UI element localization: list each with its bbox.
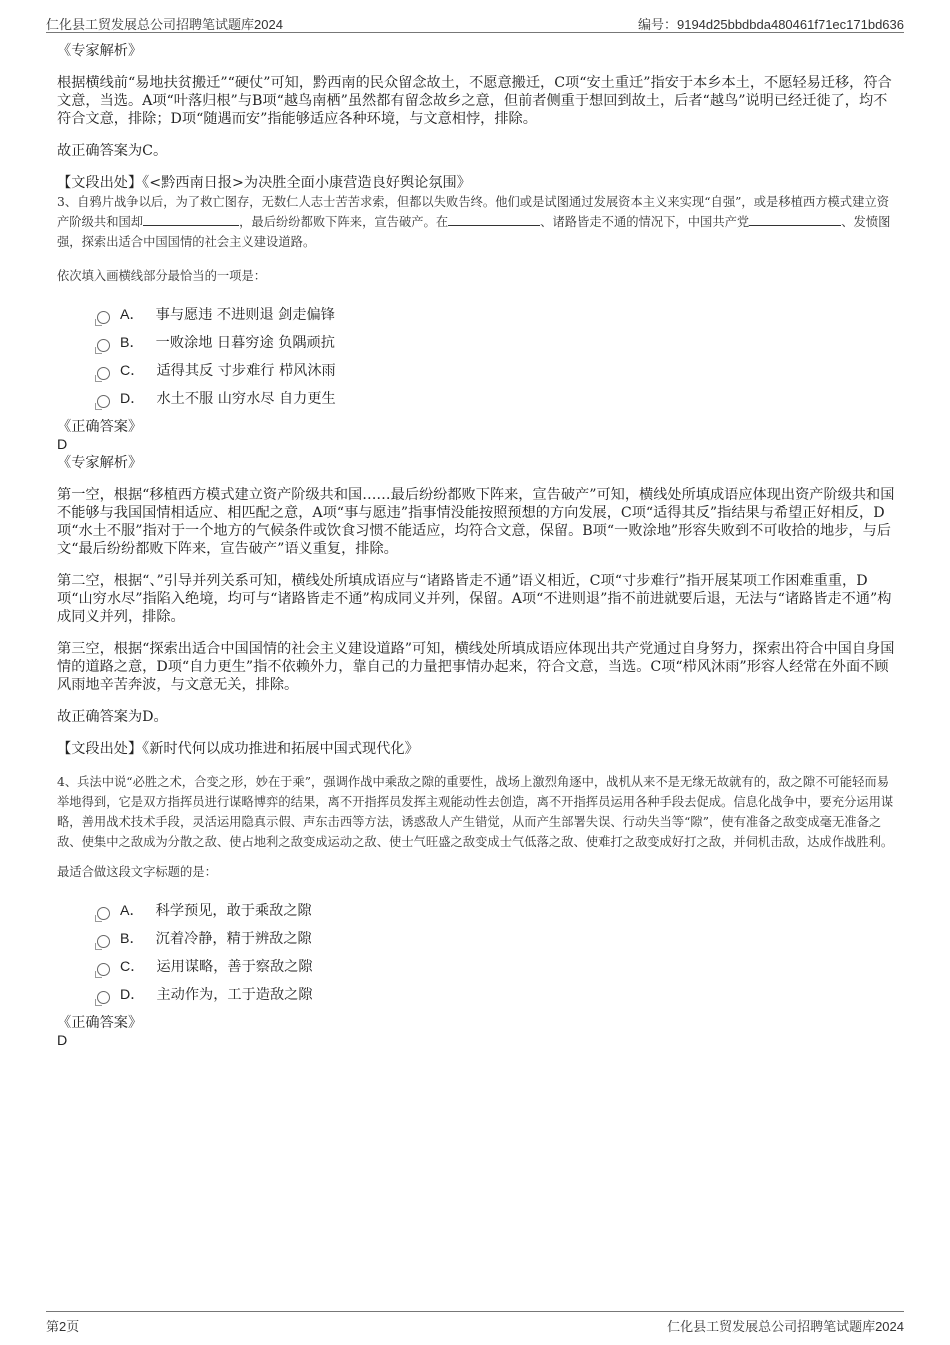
q3-option-c[interactable]: C． 适得其反 寸步难行 栉风沐雨: [97, 356, 895, 384]
q4-option-d[interactable]: D． 主动作为，工于造敌之隙: [97, 980, 895, 1008]
header-code: 编号：9194d25bbdbda480461f71ec171bd636: [637, 17, 904, 32]
q4-question-text: 4、兵法中说“必胜之术，合变之形，妙在于乘”，强调作战中乘敌之隙的重要性，战场上激烈角逐中，战机从来不是无缘无故就有的，敌之隙不可能轻而易举地得到，它是双方指挥员进行谋略博弈的结果，离不开指挥员发挥主观能动性去创造，离不开指挥员运用各种手段去促成。信息化战争中，要充分运用谋略，善用战术技术手段，灵活运用隐真示假、声东击西等方法，诱惑敌人产生错觉，从而产生部署失误、行动失当等“隙”，使有准备之敌变成毫无准备之敌、使集中之敌成为分散之敌、使占地利之敌变成运动之敌、使士气旺盛之敌变成士气低落之敌、使难打之敌变成好打之敌，并伺机击敌，达成作战胜利。: [57, 775, 894, 849]
q3-source: 【文段出处】《新时代何以成功推进和拓展中国式现代化》: [57, 741, 419, 757]
q3-analysis-2: 第二空，根据“、”引导并列关系可知，横线处所填成语应与“诸路皆走不通”语义相近，C项“寸步难行”指开展某项工作困难重重，D项“山穷水尽”指陷入绝境，均可与“诸路皆走不通”构成同义并列，保留。A项“不进则退”指不前进就要后退，无法与“诸路皆走不通”构成同义并列，排除。: [57, 573, 892, 625]
page-header: [46, 10, 904, 33]
q3-analysis-3: 第三空，根据“探索出适合中国国情的社会主义建设道路”可知，横线处所填成语应体现出共产党通过自身努力，探索出符合中国自身国情的道路之意，D项“自力更生”指不依赖外力，靠自己的力量把事情办起来，符合文意，当选。C项“栉风沐雨”形容人经常在外面不顾风雨地辛苦奔波，与文意无关，排除。: [57, 641, 895, 693]
radio-icon[interactable]: [97, 367, 110, 380]
q4-prompt: 最适合做这段文字标题的是：: [57, 865, 217, 879]
q2-analysis-label: 《专家解析》: [57, 43, 143, 59]
q3-conclusion: 故正确答案为D。: [57, 709, 168, 725]
radio-icon[interactable]: [97, 339, 110, 352]
header-title: 仁化县工贸发展总公司招聘笔试题库2024: [46, 17, 283, 32]
q4-option-c[interactable]: C． 运用谋略，善于察敌之隙: [97, 952, 895, 980]
q4-answer: D: [57, 1033, 68, 1049]
q4-option-b[interactable]: B． 沉着冷静，精于辨敌之隙: [97, 924, 895, 952]
radio-icon[interactable]: [97, 935, 110, 948]
radio-icon[interactable]: [97, 963, 110, 976]
q4-options: [97, 896, 895, 1008]
radio-icon[interactable]: [97, 907, 110, 920]
radio-icon[interactable]: [97, 395, 110, 408]
blank-2: [448, 213, 540, 226]
footer-title: 仁化县工贸发展总公司招聘笔试题库2024: [667, 1319, 904, 1334]
q2-analysis: 根据横线前“易地扶贫搬迁”“硬仗”可知，黔西南的民众留念故土，不愿意搬迁，C项“安土重迁”指安于本乡本土，不愿轻易迁移，符合文意，当选。A项“叶落归根”与B项“越鸟南栖”虽然都有留念故乡之意，但前者侧重于想回到故土，后者“越鸟”说明已经迁徙了，均不符合文意，排除；D项“随遇而安”指能够适应各种环境，与文意相悖，排除。: [57, 75, 892, 127]
q3-question-text: 3、自鸦片战争以后，为了救亡图存，无数仁人志士苦苦求索，但都以失败告终。他们或是试图通过发展资本主义来实现“自强”，或是移植西方模式建立资产阶级共和国却 ，最后纷纷都败下阵来，宣告破产。在 、诸路皆走不通的情况下，中国共产党 、发愤图强，探索出适合中国国情的社会主义建设道路。: [57, 195, 891, 249]
q2-conclusion: 故正确答案为C。: [57, 143, 168, 159]
radio-icon[interactable]: [97, 311, 110, 324]
page-footer: [46, 1311, 904, 1332]
q3-answer-label: 《正确答案》: [57, 419, 143, 435]
q3-prompt: 依次填入画横线部分最恰当的一项是：: [57, 269, 267, 283]
q3-analysis-label: 《专家解析》: [57, 455, 143, 471]
q4-answer-label: 《正确答案》: [57, 1015, 143, 1031]
blank-3: [749, 213, 841, 226]
radio-icon[interactable]: [97, 991, 110, 1004]
q3-answer: D: [57, 437, 68, 453]
q3-analysis-1: 第一空，根据“移植西方模式建立资产阶级共和国……最后纷纷都败下阵来，宣告破产”可知，横线处所填成语应体现出资产阶级共和国不能够与我国国情相适应、相匹配之意，A项“事与愿违”指事情没能按照预想的方向发展，C项“适得其反”指结果与希望正好相反，D项“水土不服”指对于一个地方的气候条件或饮食习惯不能适应，均符合文意，保留。B项“一败涂地”形容失败到不可收拾的地步，与后文“最后纷纷都败下阵来，宣告破产”语义重复，排除。: [57, 487, 895, 557]
blank-1: [143, 213, 239, 226]
q3-options: [97, 300, 895, 412]
q3-option-d[interactable]: D． 水土不服 山穷水尽 自力更生: [97, 384, 895, 412]
q3-option-b[interactable]: B． 一败涂地 日暮穷途 负隅顽抗: [97, 328, 895, 356]
footer-page-number: 第2页: [46, 1319, 80, 1334]
q2-source: 【文段出处】《<黔西南日报>为决胜全面小康营造良好舆论氛围》: [57, 175, 471, 191]
page-content: [57, 42, 895, 1050]
q3-option-a[interactable]: A． 事与愿违 不进则退 剑走偏锋: [97, 300, 895, 328]
q4-option-a[interactable]: A． 科学预见，敢于乘敌之隙: [97, 896, 895, 924]
